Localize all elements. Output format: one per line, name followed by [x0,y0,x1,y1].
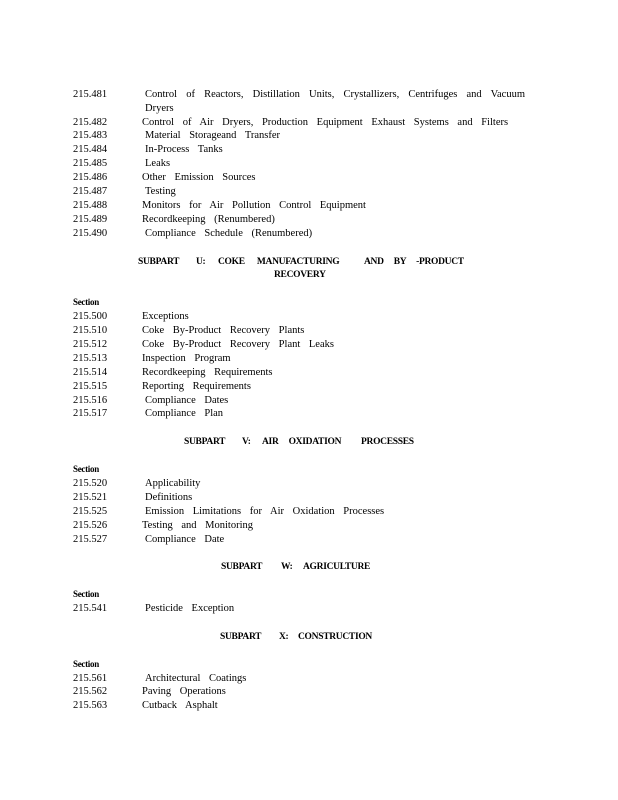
section-title: Reporting Requirements [142,381,251,392]
section-number: 215.526 [73,520,108,531]
section-title: Testing and Monitoring [142,520,254,531]
section-title: Leaks [145,158,171,169]
subpart-title-continued: AND BY -PRODUCT [364,257,464,267]
section-number: 215.513 [73,353,108,364]
subpart-u-heading [138,256,464,269]
section-title: Emission Limitations for Air Oxidation Processes [145,506,385,517]
subpart-title: AGRICULTURE [303,562,371,572]
section-label: Section [73,297,99,307]
section-title: Testing [145,186,176,197]
section-number: 215.486 [73,172,108,183]
subpart-word: SUBPART [221,562,263,572]
section-number: 215.562 [73,686,108,697]
subpart-word: SUBPART [184,437,226,447]
section-number: 215.563 [73,700,108,711]
section-label: Section [73,659,99,669]
subpart-letter: W: [281,562,293,572]
section-title: Compliance Schedule (Renumbered) [145,228,313,239]
subpart-word: SUBPART [138,257,180,267]
section-number: 215.525 [73,506,108,517]
section-number: 215.520 [73,478,108,489]
subpart-title-continued: PROCESSES [361,437,414,447]
section-title: Coke By-Product Recovery Plant Leaks [142,339,334,350]
section-number: 215.517 [73,408,108,419]
subpart-x-heading [220,631,372,644]
section-title: In-Process Tanks [145,144,223,155]
section-number: 215.488 [73,200,108,211]
subpart-letter: X: [279,632,289,642]
section-number: 215.485 [73,158,108,169]
section-title: Compliance Date [145,534,225,545]
section-title: Monitors for Air Pollution Control Equipment [142,200,366,211]
section-number: 215.487 [73,186,108,197]
section-title: Recordkeeping (Renumbered) [142,214,275,225]
section-title: Exceptions [142,311,189,322]
section-number: 215.484 [73,144,108,155]
subpart-u-heading-line2: RECOVERY [274,270,326,280]
section-title: Other Emission Sources [142,172,256,183]
section-title: Material Storageand Transfer [145,130,281,141]
section-number: 215.514 [73,367,108,378]
section-number: 215.512 [73,339,108,350]
section-number: 215.527 [73,534,108,545]
section-title: Definitions [145,492,193,503]
subpart-word: SUBPART [220,632,262,642]
subpart-title: CONSTRUCTION [298,632,372,642]
subpart-letter: U: [196,257,206,267]
section-number: 215.483 [73,130,108,141]
section-title: Architectural Coatings [145,673,247,684]
section-number: 215.500 [73,311,108,322]
subpart-title: AIR OXIDATION [262,437,342,447]
section-number: 215.489 [73,214,108,225]
subpart-v-heading [184,436,414,449]
subpart-letter: V: [242,437,251,447]
section-number: 215.510 [73,325,108,336]
section-title: Pesticide Exception [145,603,235,614]
section-title: Control of Air Dryers, Production Equipment Exhaust Systems and Filters [142,117,509,128]
section-number: 215.516 [73,395,108,406]
section-number: 215.541 [73,603,108,614]
section-title: Compliance Plan [145,408,224,419]
section-number: 215.490 [73,228,108,239]
section-number: 215.521 [73,492,108,503]
section-title: Applicability [145,478,201,489]
section-number: 215.561 [73,673,108,684]
subpart-w-heading [221,561,370,574]
section-title: Coke By-Product Recovery Plants [142,325,305,336]
section-number: 215.515 [73,381,108,392]
section-title: Inspection Program [142,353,231,364]
section-label: Section [73,589,99,599]
section-label: Section [73,464,99,474]
section-title: Compliance Dates [145,395,229,406]
section-number: 215.482 [73,117,108,128]
section-title: Cutback Asphalt [142,700,218,711]
section-title: Paving Operations [142,686,226,697]
subpart-title: COKE MANUFACTURING [218,257,340,267]
section-title: Recordkeeping Requirements [142,367,273,378]
section-number: 215.481 [73,89,108,100]
section-title: Control of Reactors, Distillation Units, Crystallizers, Centrifuges and Vacuum Dryers [145,89,525,114]
